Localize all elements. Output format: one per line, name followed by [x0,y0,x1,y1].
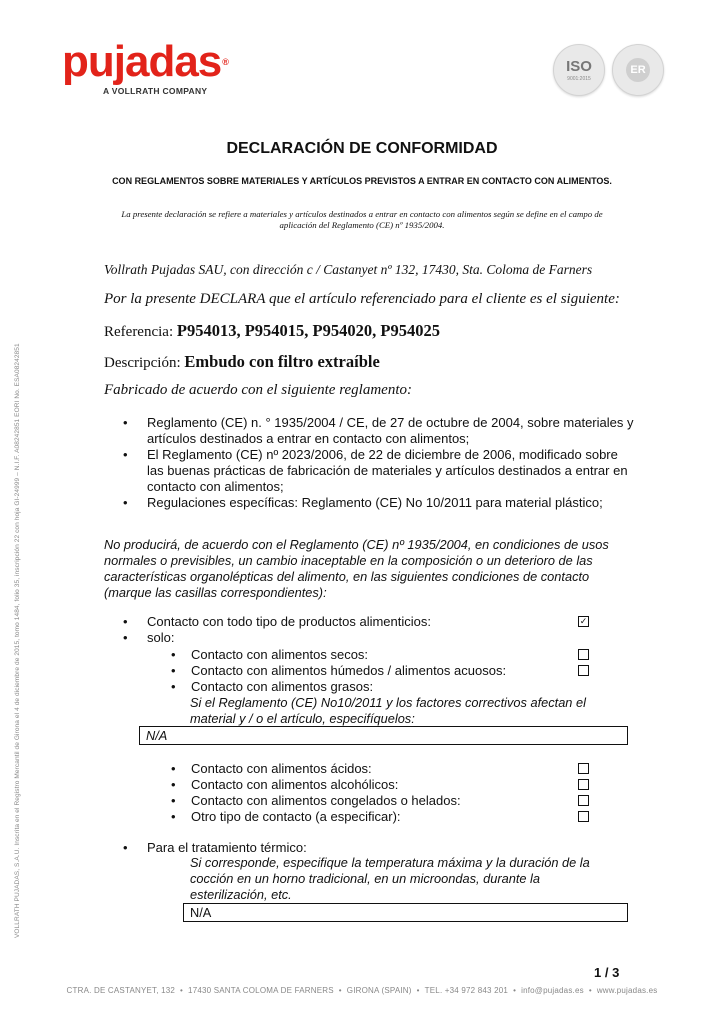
contact-all-row [104,614,604,630]
bullet-icon: • [123,614,128,629]
contact-dry-checkbox[interactable] [578,649,589,660]
contact-wet-label: Contacto con alimentos húmedos / alimentos acuosos: [191,663,507,678]
description-value: Embudo con filtro extraíble [184,352,380,371]
fatty-specification-field[interactable]: N/A [139,726,628,745]
page-number: 1 / 3 [594,965,620,980]
iso-certification-badge [553,44,605,96]
bullet-icon: • [171,793,176,808]
reference-label: Referencia: [104,324,174,340]
er-certification-badge [612,44,664,96]
description-line [104,352,380,372]
bullet-icon: • [123,415,128,430]
contact-acid-label: Contacto con alimentos ácidos: [191,761,372,776]
contact-all-checkbox[interactable]: ✓ [579,616,588,626]
regulation-text: Regulaciones específicas: Reglamento (CE) No 10/2011 para material plástico; [147,495,603,510]
iso-badge-text: ISO [566,57,592,75]
thermal-note: Si corresponde, especifique la temperatura máxima y la duración de la cocción en un horno tradicional, en un microondas, durante la esterilización, etc. [190,855,590,902]
contact-all-label: Contacto con todo tipo de productos alimenticios: [147,614,432,629]
contact-solo-label: solo: [147,630,175,645]
bullet-icon: • [123,495,128,510]
bullet-icon: • [123,447,128,462]
thermal-label: Para el tratamiento térmico: [147,840,307,855]
bullet-icon: • [171,777,176,792]
company-address: Vollrath Pujadas SAU, con dirección c / Castanyet nº 132, 17430, Sta. Coloma de Farners [104,262,593,277]
conditions-paragraph: No producirá, de acuerdo con el Reglamento (CE) nº 1935/2004, en condiciones de usos normales o previsibles, un cambio inaceptable en la composición o un deterioro de las características organolépticas del alimento, en las siguientes condiciones de contacto (marque las casillas correspondientes): [104,537,609,600]
registry-side-text: VOLLRATH PUJADAS, S.A.U. Inscrita en el Registro Mercantil de Girona el 4 de diciembre de 2015, tomo 1484, folio 35, inscripción 22 con hoja GI-24999 – N.I.F. A08242851 EORI No. ESA08242851 [14,343,21,938]
fatty-note: Si el Reglamento (CE) No10/2011 y los factores correctivos afectan el material y / o el artículo, especifíquelos: [190,695,586,726]
list-item [104,447,634,495]
contact-alcohol-row [104,777,604,793]
list-item [104,495,634,511]
thermal-row [104,840,604,856]
contact-dry-row [104,647,604,663]
contact-fatty-label: Contacto con alimentos grasos: [191,679,374,694]
contact-frozen-label: Contacto con alimentos congelados o helados: [191,793,461,808]
regulation-list [104,415,634,511]
contact-frozen-checkbox[interactable] [578,795,589,806]
manufactured-heading: Fabricado de acuerdo con el siguiente reglamento: [104,382,412,398]
contact-wet-checkbox[interactable] [578,665,589,676]
footer-region: GIRONA (SPAIN) [346,986,412,995]
document-subtitle: CON REGLAMENTOS SOBRE MATERIALES Y ARTÍCULOS PREVISTOS A ENTRAR EN CONTACTO CON ALIMENTOS. [112,176,612,186]
company-logo [62,37,228,86]
contact-solo-row [104,630,604,646]
contact-acid-checkbox[interactable] [578,763,589,774]
reference-value: P954013, P954015, P954020, P954025 [176,321,440,340]
bullet-icon: • [171,761,176,776]
reference-line [104,321,440,341]
contact-acid-row [104,761,604,777]
contact-other-row [104,809,604,825]
footer-city: 17430 SANTA COLOMA DE FARNERS [188,986,334,995]
contact-frozen-row [104,793,604,809]
intro-text: La presente declaración se refiere a materiales y artículos destinados a entrar en contacto con alimentos según se define en el campo de aplicación del Reglamento (CE) nº 1935/2004. [121,209,603,230]
contact-dry-label: Contacto con alimentos secos: [191,647,369,662]
regulation-text: Reglamento (CE) n. ° 1935/2004 / CE, de 27 de octubre de 2004, sobre materiales y artículos destinados a entrar en contacto con alimentos; [147,415,634,446]
iso-badge-subtext: 9001:2015 [567,75,591,82]
contact-other-checkbox[interactable] [578,811,589,822]
bullet-icon: • [171,809,176,824]
list-item [104,415,634,447]
footer-phone: TEL. +34 972 843 201 [424,986,509,995]
bullet-icon: • [171,679,176,694]
logo-wordmark: pujadas [62,37,222,86]
declaration-statement: Por la presente DECLARA que el artículo referenciado para el cliente es el siguiente: [104,291,620,307]
bullet-icon: • [123,630,128,645]
description-label: Descripción: [104,355,181,371]
contact-alcohol-label: Contacto con alimentos alcohólicos: [191,777,399,792]
er-badge-text: ER [626,58,650,82]
regulation-text: El Reglamento (CE) nº 2023/2006, de 22 de diciembre de 2006, modificado sobre las buenas prácticas de fabricación de materiales y artículos destinados a entrar en contacto con alimentos; [147,447,628,494]
contact-other-label: Otro tipo de contacto (a especificar): [191,809,401,824]
contact-alcohol-checkbox[interactable] [578,779,589,790]
footer-address: CTRA. DE CASTANYET, 132 [66,986,176,995]
contact-wet-row [104,663,604,679]
bullet-icon: • [171,647,176,662]
bullet-icon: • [171,663,176,678]
logo-subtitle: A VOLLRATH COMPANY [103,86,208,96]
page-footer: CTRA. DE CASTANYET, 132 • 17430 SANTA COLOMA DE FARNERS • GIRONA (SPAIN) • TEL. +34 972 843 201 • info@pujadas.es • www.pujadas.es [66,986,658,995]
footer-website[interactable]: www.pujadas.es [596,986,658,995]
thermal-specification-field[interactable]: N/A [183,903,628,922]
footer-email[interactable]: info@pujadas.es [521,986,584,995]
contact-fatty-row [104,679,604,695]
bullet-icon: • [123,840,128,855]
document-title: DECLARACIÓN DE CONFORMIDAD [226,140,498,157]
registered-mark-icon: ® [222,57,228,67]
